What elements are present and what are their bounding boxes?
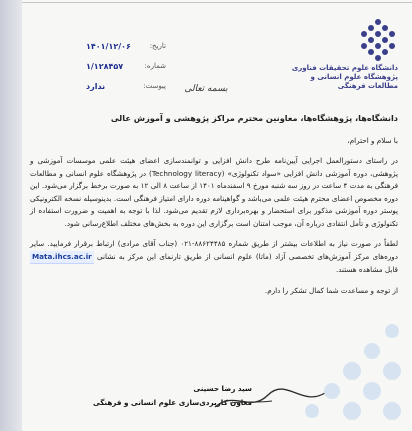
paragraph-2-before-url: لطفاً در صورت نیاز به اطلاعات بیشتر از طریق شماره ۸۸۶۲۴۴۸۵-۰۲۱ (جناب آقای مرادی) ارتباط برقرار فرمایید. سایر دوره‌های مرکز آموزش‌های تخصصی آزاد (ماتا) علوم انسانی از طریق تارنمای این مرکز به نشانی [30, 239, 399, 261]
signatory-name: سید رضا حسینی [193, 384, 252, 393]
number-label: شماره: [144, 62, 166, 70]
attachment-label: پیوست: [143, 82, 166, 90]
date-value: ۱۴۰۱/۱۲/۰۶ [86, 41, 131, 51]
greeting: با سلام و احترام، [347, 135, 398, 145]
number-value: ۱/۱۲۸۴۵۷ [86, 61, 124, 71]
closing-line: از توجه و مساعدت شما کمال تشکر را دارم. [264, 285, 398, 295]
header-rule [22, 2, 412, 3]
institute-name-line1: دانشگاه علوم تحقیقات فناوری [291, 64, 398, 72]
paragraph-2-after-url: قابل مشاهده هستند. [335, 265, 398, 274]
date-label: تاریخ: [149, 42, 166, 50]
signatory-title: معاون کاربردی‌سازی علوم انسانی و فرهنگی [92, 398, 252, 407]
attachment-value: ندارد [86, 81, 106, 91]
number-row [86, 56, 166, 76]
bismillah: بسمه تعالی [184, 84, 228, 94]
recipient-line: دانشگاه‌ها، پژوهشگاه‌ها، معاونین محترم مراکز پژوهشی و آموزش عالی [110, 113, 398, 123]
paragraph-1: در راستای دستورالعمل اجرایی آیین‌نامه طرح دانش افزایی و توانمندسازی اعضای هیئت علمی موسسات آموزشی و پژوهشی، دوره آموزشی دانش افزایی «سواد تکنولوژی» (Technology literacy) در پژوهشگاه علوم انسانی و مطالعات فرهنگی به مدت ۴ ساعت در روز سه شنبه مورخ ۹ اسفندماه ۱۴۰۱ از ساعت ۸ الی ۱۲ به صورت برخط برگزار می‌شود. این دوره مخصوص اعضای محترم هیئت علمی می‌باشد و گواهینامه دوره دارای امتیاز فرهنگی است. بدینوسیله نسخه الکترونیکی پوستر دوره آموزشی مذکور برای استحضار و بهره‌برداری لازم تقدیم می‌شود. لذا با توجه به اهمیت و ضرورت استفاده از تکنولوژی و تأمل انتقادی درباره آن، موجب امتنان است برگزاری این دوره به بخش‌های مختلف اطلاع‌رسانی شود. [30, 156, 399, 228]
institute-name-line2: پژوهشگاه علوم انسانی و مطالعات فرهنگی [310, 73, 398, 90]
date-row [86, 36, 166, 56]
left-margin-band [0, 0, 22, 431]
corner-watermark-icon [252, 271, 412, 431]
website-link[interactable]: Mata.ihcs.ac.ir [30, 251, 94, 265]
